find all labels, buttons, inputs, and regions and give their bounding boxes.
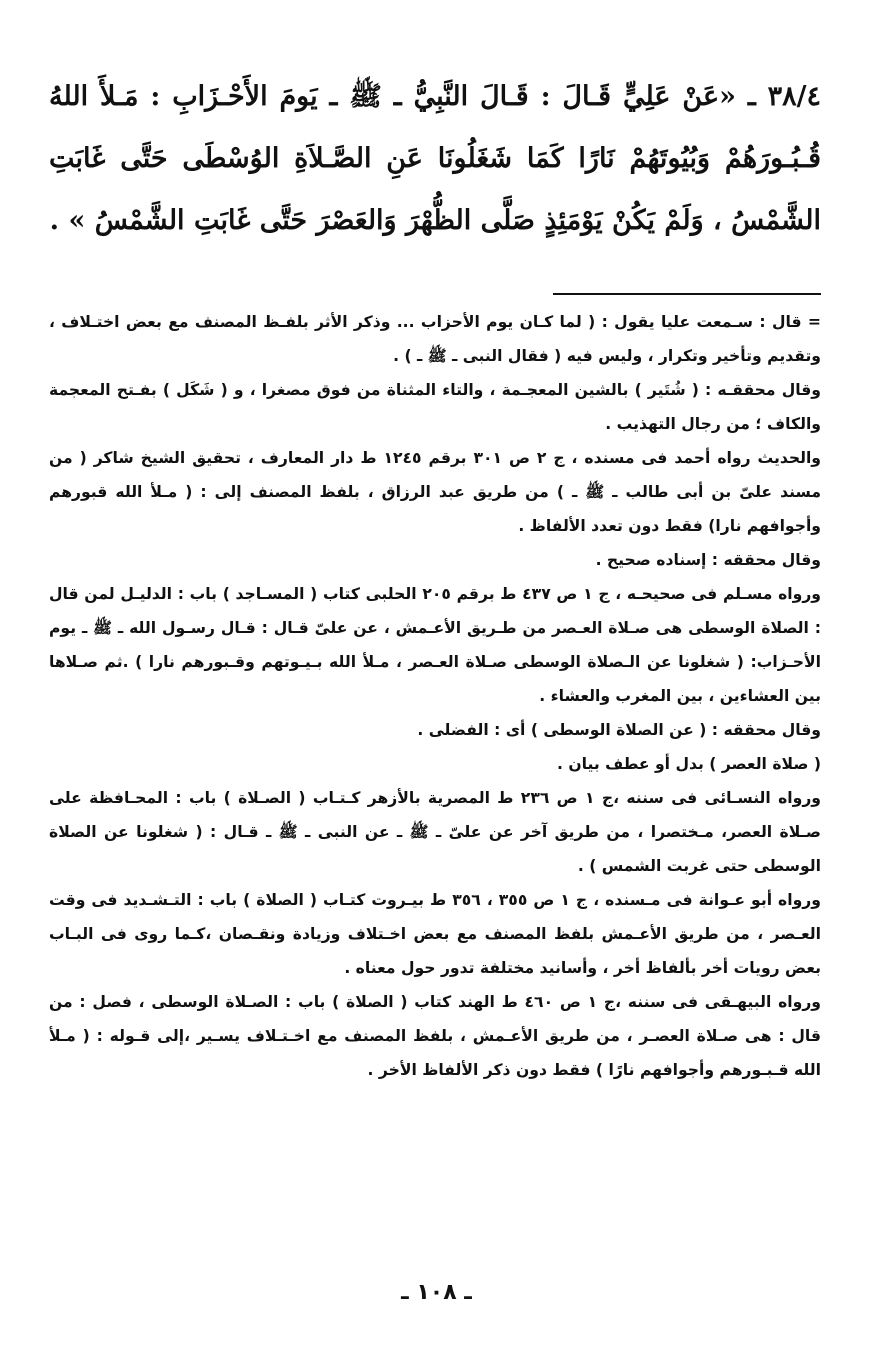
- footnote-paragraph: والحديث رواه أحمد فى مسنده ، ج ٢ ص ٣٠١ برقم ١٢٤٥ ط دار المعارف ، تحقيق الشيخ شاكر ( من مسند علىّ بن أبى طالب ـ ﷺ ـ ) من طريق عبد الرزاق ، بلفظ المصنف إلى : ( مـلأ الله قبورهم وأجوافهم نارا) فقط دون تعدد الألفاظ .: [49, 449, 821, 535]
- footnote-paragraph: وقال محققه : ( عن الصلاة الوسطى ) أى : الفضلى .: [417, 721, 821, 739]
- footnote-paragraph: ورواه مسـلم فى صحيحـه ، ج ١ ص ٤٣٧ ط برقم ٢٠٥ الحلبى كتاب ( المسـاجد ) باب : الدليـل لمن قال : الصلاة الوسطى هى صـلاة العـصر من طـريق الأعـمش ، عن علىّ قـال : قـال رسـول الله ـ ﷺ ـ يوم الأحـزاب: ( شغلونا عن الـصلاة الوسطى صـلاة العـصر ، مـلأ الله بـيـوتهم وقـبورهم نارا ) .ثم صـلاها بين العشاءين ، بين المغرب والعشاء .: [49, 585, 822, 705]
- footnote-paragraph: وقال محققه : إسناده صحيح .: [595, 551, 821, 569]
- footnote-divider: [553, 293, 821, 295]
- footnote-paragraph: = قال : سـمعت عليا يقول : ( لما كـان يوم الأحزاب ... وذكر الأثر بلفـظ المصنف مع بعض اختـلاف ، وتقديم وتأخير وتكرار ، وليس فيه ( فقال النبى ـ ﷺ ـ ) .: [49, 313, 821, 365]
- footnotes: [49, 305, 821, 1087]
- footnote-paragraph: ( صلاة العصر ) بدل أو عطف بيان .: [556, 755, 821, 773]
- footnote-paragraph: ورواه البيهـقى فى سننه ،ج ١ ص ٤٦٠ ط الهند كتاب ( الصلاة ) باب : الصـلاة الوسطى ، فصل : من قال : هى صـلاة العصـر ، من طريق الأعـمش ، بلفظ المصنف مع اخـتـلاف يسـير ،إلى قـوله : ( مـلأ الله قـبـورهم وأجوافهم نارًا ) فقط دون ذكر الألفاظ الأخر .: [49, 993, 821, 1079]
- footnote-paragraph: وقال محققـه : ( شُتَير ) بالشين المعجـمة ، والتاء المثناة من فوق مصغرا ، و ( شَكَل ) بفـتح المعجمة والكاف ؛ من رجال التهذيب .: [49, 381, 821, 433]
- footnote-paragraph: ورواه أبو عـوانة فى مـسنده ، ج ١ ص ٣٥٥ ، ٣٥٦ ط بيـروت كتـاب ( الصلاة ) باب : التـشـديد فى وقت العـصر ، من طريق الأعـمش بلفظ المصنف مع بعض اخـتلاف وزيادة ونقـصان ،كـما روى فى البـاب بعض رويات أخر بألفاظ أخر ، وأسانيد مختلفة تدور حول معناه .: [49, 891, 821, 977]
- hadith-text: ٣٨/٤ ـ «عَنْ عَلِيٍّ قَـالَ : قَـالَ النَّبِيُّ ـ ﷺ ـ يَومَ الأَحْـزَابِ : مَـلأَ اللهُ قُـبُـورَهُمْ وَبُيُوتَهُمْ نَارًا كَمَا شَغَلُونَا عَنِ الصَّـلاَةِ الوُسْطَى حَتَّى غَابَتِ الشَّمْسُ ، وَلَمْ يَكُنْ يَوْمَئِذٍ صَلَّى الظُّهْرَ وَالعَصْرَ حَتَّى غَابَتِ الشَّمْسُ » .: [49, 81, 821, 236]
- footnote-paragraph: ورواه النسـائى فى سننه ،ج ١ ص ٢٣٦ ط المصرية بالأزهر كـتـاب ( الصـلاة ) باب : المحـافظة على صـلاة العصر، مـختصرا ، من طريق آخر عن علىّ ـ ﷺ ـ عن النبى ـ ﷺ ـ قـال : ( شغلونا عن الصلاة الوسطى حتى غربت الشمس ) .: [49, 789, 821, 875]
- page-number: ـ ١٠٨ ـ: [401, 1280, 472, 1305]
